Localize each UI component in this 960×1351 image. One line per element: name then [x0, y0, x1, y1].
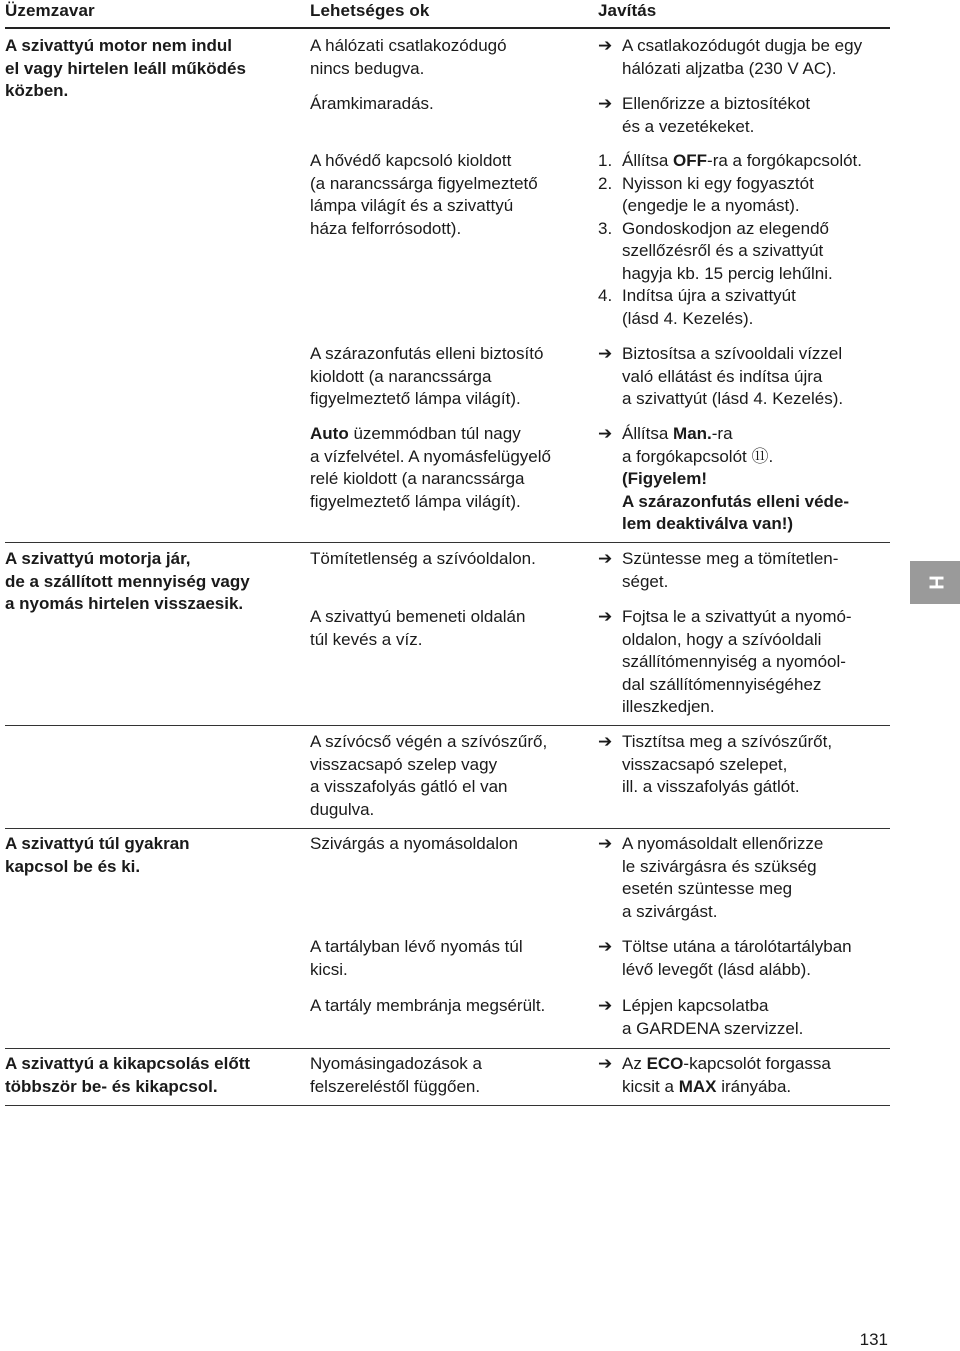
- remedy-step: [598, 173, 898, 218]
- remedy-text: A csatlakozódugót dugja be egy hálózati aljzatba (230 V AC).: [622, 36, 863, 78]
- row-rule: [5, 725, 890, 726]
- cause-text: Áramkimaradás.: [310, 94, 434, 113]
- cause-text-auto: [310, 423, 590, 513]
- remedy-text: Tisztítsa meg a szívószűrőt, visszacsapó szelepet, ill. a visszafolyás gátlót.: [622, 732, 833, 796]
- man-label: Man.: [673, 424, 712, 443]
- page-number: 131: [859, 1330, 888, 1349]
- arrow-icon: ➔: [598, 36, 613, 55]
- step-text: -ra a forgókapcsolót.: [707, 151, 862, 170]
- header-cause: Lehetséges ok: [310, 1, 430, 20]
- section-rule: [5, 1048, 890, 1049]
- cause-text: Tömítetlenség a szívóoldalon.: [310, 549, 536, 568]
- remedy-text: Állítsa: [622, 424, 674, 443]
- cause-text: A hálózati csatlakozódugó nincs bedugva.: [310, 36, 507, 78]
- remedy-text: A nyomásoldalt ellenőrizze le szivárgásra és szükség esetén szüntesse meg a szivárgást.: [622, 834, 824, 921]
- auto-mode-label: Auto: [310, 424, 349, 443]
- bottom-rule: [5, 1105, 890, 1106]
- header-remedy: Javítás: [598, 1, 657, 20]
- arrow-icon: ➔: [598, 344, 613, 363]
- step-number: 2.: [598, 173, 613, 193]
- arrow-icon: ➔: [598, 834, 613, 853]
- cause-text: A szárazonfutás elleni biztosító kioldott (a narancssárga figyelmeztető lámpa világít).: [310, 344, 544, 408]
- cause-text: A szivattyú bemeneti oldalán túl kevés a víz.: [310, 607, 526, 649]
- cause-text: A tartály membránja megsérült.: [310, 996, 546, 1015]
- step-number: 1.: [598, 151, 613, 170]
- remedy-step: [598, 218, 898, 286]
- max-label: MAX: [678, 1076, 717, 1096]
- remedy-text: Töltse utána a tárolótartályban lévő levegőt (lásd alább).: [622, 937, 852, 979]
- remedy-text: -kapcsolót forgassa kicsit a: [622, 1054, 831, 1096]
- language-tab: [910, 561, 960, 604]
- arrow-icon: ➔: [598, 937, 613, 956]
- arrow-icon: ➔: [598, 732, 613, 751]
- cause-text: A tartályban lévő nyomás túl kicsi.: [310, 937, 523, 979]
- step-text: Nyisson ki egy fogyasztót (engedje le a nyomást).: [622, 173, 814, 215]
- section-rule: [5, 828, 890, 829]
- arrow-icon: ➔: [598, 1054, 613, 1073]
- remedy-text: -ra a forgókapcsolót ⑪.: [622, 424, 774, 466]
- cause-text: Nyomásingadozások a felszereléstől függően.: [310, 1054, 482, 1096]
- step-number: 4.: [598, 286, 613, 305]
- section-rule: [5, 542, 890, 543]
- arrow-icon: ➔: [598, 607, 613, 626]
- step-text: Indítsa újra a szivattyút (lásd 4. Kezelés).: [622, 286, 796, 328]
- step-number: 3.: [598, 218, 613, 238]
- arrow-icon: ➔: [598, 94, 613, 113]
- header-rule: [5, 27, 890, 29]
- auto-cause-rest: üzemmódban túl nagy a vízfelvétel. A nyomásfelügyelő relé kioldott (a narancssárga figyelmeztető lámpa világít).: [310, 424, 551, 511]
- remedy-steps: [598, 150, 898, 330]
- off-label: OFF: [673, 151, 708, 170]
- remedy-text: irányába.: [716, 1076, 792, 1096]
- problem-text: A szivattyú motor nem indul el vagy hirtelen leáll működés közben.: [5, 36, 246, 100]
- remedy-text: Szüntesse meg a tömítetlen- séget.: [622, 549, 839, 591]
- cause-text: Szivárgás a nyomásoldalon: [310, 834, 518, 853]
- remedy-step: [598, 150, 898, 173]
- step-text: Gondoskodjon az elegendő szellőzésről és a szivattyút hagyja kb. 15 percig lehűlni.: [622, 218, 833, 283]
- header-problem: Üzemzavar: [5, 1, 95, 20]
- remedy-text: Lépjen kapcsolatba a GARDENA szervizzel.: [622, 996, 804, 1038]
- problem-text: A szivattyú a kikapcsolás előtt többször be- és kikapcsol.: [5, 1054, 251, 1096]
- arrow-icon: ➔: [598, 996, 613, 1015]
- problem-text: A szivattyú túl gyakran kapcsol be és ki.: [5, 834, 190, 876]
- arrow-icon: ➔: [598, 549, 613, 568]
- remedy-text-man: [622, 423, 892, 536]
- problem-text: A szivattyú motorja jár, de a szállított mennyiség vagy a nyomás hirtelen visszaesik.: [5, 549, 250, 613]
- arrow-icon: ➔: [598, 424, 613, 443]
- remedy-text-eco: [622, 1053, 892, 1098]
- remedy-text: Biztosítsa a szívooldali vízzel való ellátást és indítsa újra a szivattyút (lásd 4. Kezelés).: [622, 344, 844, 408]
- remedy-step: [598, 285, 898, 330]
- remedy-text: Ellenőrizze a biztosítékot és a vezetékeket.: [622, 94, 811, 136]
- cause-text: A szívócső végén a szívószűrő, visszacsapó szelep vagy a visszafolyás gátló el van dugulva.: [310, 732, 548, 819]
- remedy-text: Fojtsa le a szivattyút a nyomó- oldalon, hogy a szívóoldali szállítómennyiség a nyomóol- dal szállítómennyiségéhez illeszkedjen.: [622, 607, 852, 716]
- eco-label: ECO: [646, 1054, 684, 1073]
- language-tab-label: H: [924, 575, 947, 590]
- step-text: Állítsa: [622, 151, 674, 170]
- warning-text: (Figyelem! A szárazonfutás elleni véde- lem deaktiválva van!): [622, 469, 850, 533]
- remedy-text: Az: [622, 1054, 647, 1073]
- cause-text: A hővédő kapcsoló kioldott (a narancssárga figyelmeztető lámpa világít és a szivattyú háza felforrósodott).: [310, 151, 538, 238]
